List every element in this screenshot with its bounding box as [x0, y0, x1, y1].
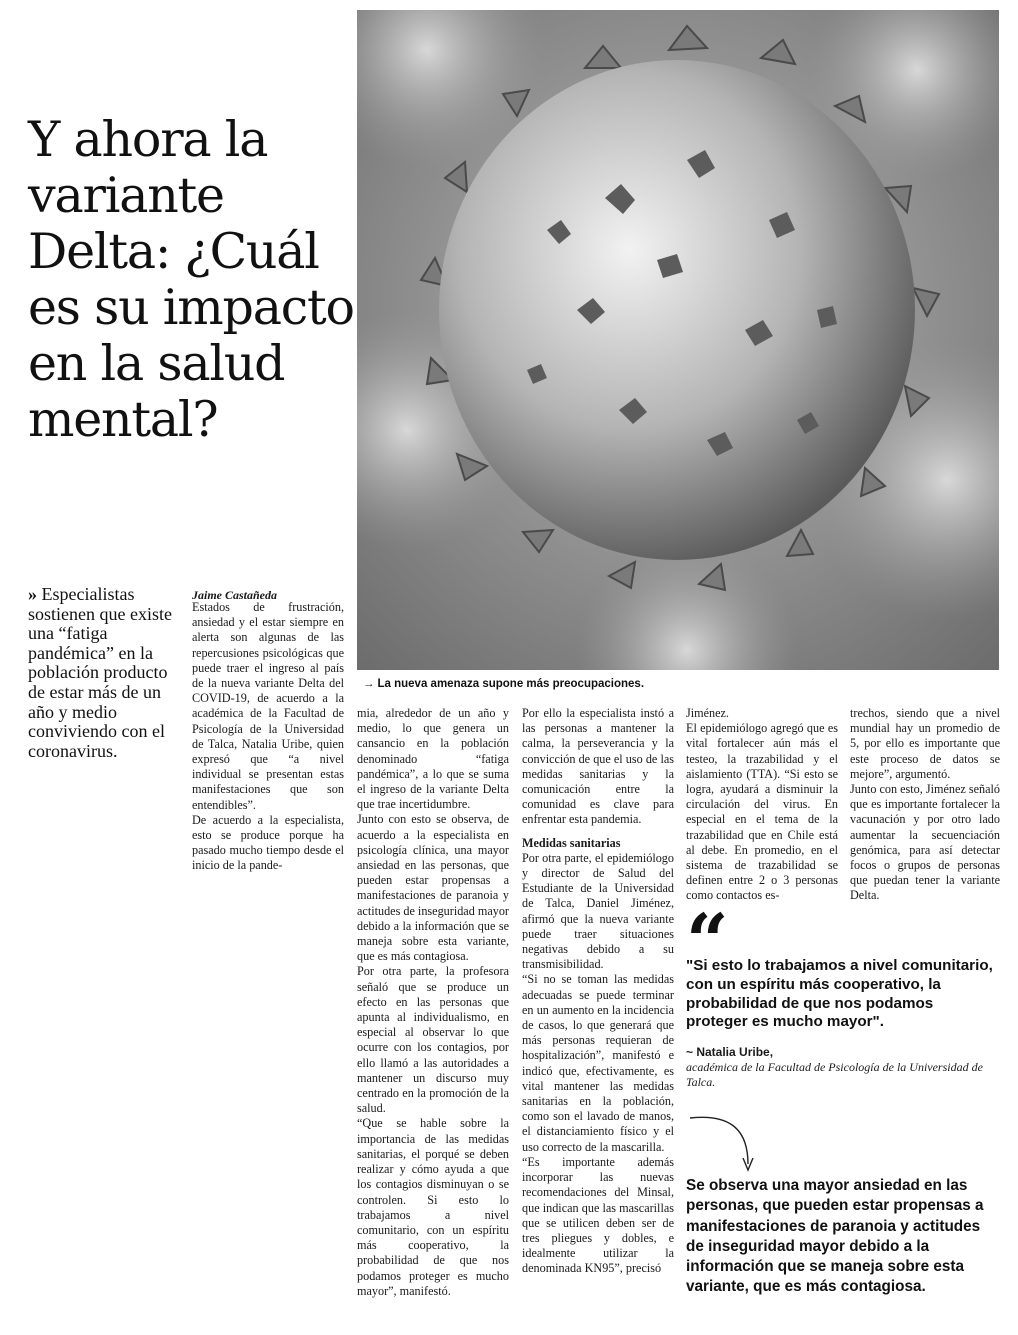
- paragraph: Jiménez.: [686, 706, 729, 720]
- standfirst-text: Especialistas sostienen que existe una “fatiga pandémica” en la población producto de estar más de un año y medio conviviendo con el coronavirus.: [28, 584, 172, 761]
- byline: Jaime Castañeda: [192, 588, 278, 602]
- quote-mark-icon: “: [686, 899, 729, 985]
- headline: Y ahora la variante Delta: ¿Cuál es su impacto en la salud mental?: [28, 111, 354, 448]
- text-column-1: [192, 600, 344, 874]
- coronavirus-photo: [357, 10, 999, 670]
- paragraph: De acuerdo a la especialista, esto se produce porque ha pasado mucho tiempo desde el inicio de la pande-: [192, 812, 344, 873]
- paragraph: Estados de frustración, ansiedad y el estar siempre en alerta son algunas de las repercusiones psicológicas que puede traer el ingreso al país de la nueva variante Delta del COVID-19, de acuerdo a la académica de la Facultad de Psicología de la Universidad de Talca, Natalia Uribe, quien expresó que “a nivel individual se presentan estas manifestaciones que son entendibles”.: [192, 600, 344, 812]
- caption-text: La nueva amenaza supone más preocupaciones.: [377, 678, 645, 690]
- arrow-right-icon: →: [363, 678, 375, 690]
- paragraph: Por otra parte, el epidemiólogo y director de Salud del Estudiante de la Universidad de Talca, Daniel Jiménez, afirmó que la nueva variante puede traer situaciones negativas debido a su transmisibilidad.: [522, 850, 674, 972]
- quote-author-role: académica de la Facultad de Psicología de la Universidad de Talca.: [686, 1060, 983, 1089]
- subheading: Medidas sanitarias: [522, 835, 621, 850]
- paragraph: “Es importante además incorporar las nuevas recomendaciones del Minsal, que indican que las mascarillas que se utilicen deben ser de tres pliegues y dobles, e idealmente utilizar la denominada KN95”, precisó: [522, 1154, 674, 1276]
- standfirst: [28, 585, 178, 761]
- photo-caption: [363, 678, 644, 690]
- highlight-quote: Se observa una mayor ansiedad en las personas, que pueden estar propensas a manifestaciones de paranoia y actitudes de inseguridad mayor debido a la información que se maneja sobre esta variante, que es más contagiosa.: [686, 1177, 984, 1296]
- paragraph: Junto con esto, Jiménez señaló que es importante fortalecer la vacunación y por otro lado aumentar la secuenciación genómica, para así detectar focos o grupos de personas que puedan tener la variante Delta.: [850, 782, 1000, 903]
- paragraph: “Si no se toman las medidas adecuadas se puede terminar en un aumento en la incidencia de casos, lo que generará que más personas requieran de hospitalización”, manifestó e indicó que, efectivamente, es vital mantener las medidas sanitarias en la población, como son el lavado de manos, el distanciamiento físico y el uso correcto de la mascarilla.: [522, 972, 674, 1154]
- paragraph: “Que se hable sobre la importancia de las medidas sanitarias, el porqué se deben realizar y cómo ayuda a que los contagios disminuyan o se controlen. Si esto lo trabajamos a nivel comunitario, con un espíritu más cooperativo, la probabilidad de que nos podamos proteger es mucho mayor”, manifestó.: [357, 1116, 509, 1298]
- chevron-marker-icon: »: [28, 584, 37, 604]
- quote-author-name: ~ Natalia Uribe,: [686, 1045, 774, 1059]
- paragraph: Junto con esto se observa, de acuerdo a la especialista en psicología clínica, una mayor ansiedad en las personas, que pueden estar propensas a manifestaciones de paranoia y actitudes de inseguridad mayor debido a la información que se maneja sobre esta variante, que es más contagiosa.: [357, 812, 509, 964]
- text-column-5: [850, 706, 1000, 904]
- paragraph: Por ello la especialista instó a las personas a mantener la calma, la perseverancia y la convicción de que el uso de las medidas sanitarias y la comunicación entre la comunidad es clave para enfrentar esta pandemia.: [522, 706, 674, 827]
- paragraph: mia, alrededor de un año y medio, lo que genera un cansancio en la población denominado “fatiga pandémica”, a lo que se suma el ingreso de la variante Delta que trae incertidumbre.: [357, 706, 509, 812]
- paragraph: El epidemiólogo agregó que es vital fortalecer aún más el testeo, la trazabilidad y el aislamiento (TTA). “Si esto se logra, ayudará a disminuir la circulación del virus. En especial en el tema de la trazabilidad que en Chile está al debe. En promedio, en el sistema de trazabilidad se definen entre 2 o 3 personas como contactos es-: [686, 721, 838, 903]
- curved-arrow-icon: [686, 1112, 766, 1176]
- paragraph: trechos, siendo que a nivel mundial hay un promedio de 5, por ello es importante que este proceso de datos se mejore”, argumentó.: [850, 706, 1000, 781]
- paragraph: Por otra parte, la profesora señaló que se produce un efecto en las personas que apunta al individualismo, en especial al observar lo que ocurre con los contagios, por ello llamó a las autoridades a mantener un discurso muy centrado en la promoción de la salud.: [357, 964, 509, 1116]
- quote-attribution: [686, 1045, 998, 1090]
- text-column-4: [686, 706, 838, 904]
- pull-quote: "Si esto lo trabajamos a nivel comunitario, con un espíritu más cooperativo, la probabilidad de que nos podamos proteger es mucho mayor".: [686, 957, 993, 1031]
- coronavirus-illustration: [357, 10, 999, 670]
- text-column-3: [522, 706, 674, 1277]
- text-column-2: [357, 706, 509, 1299]
